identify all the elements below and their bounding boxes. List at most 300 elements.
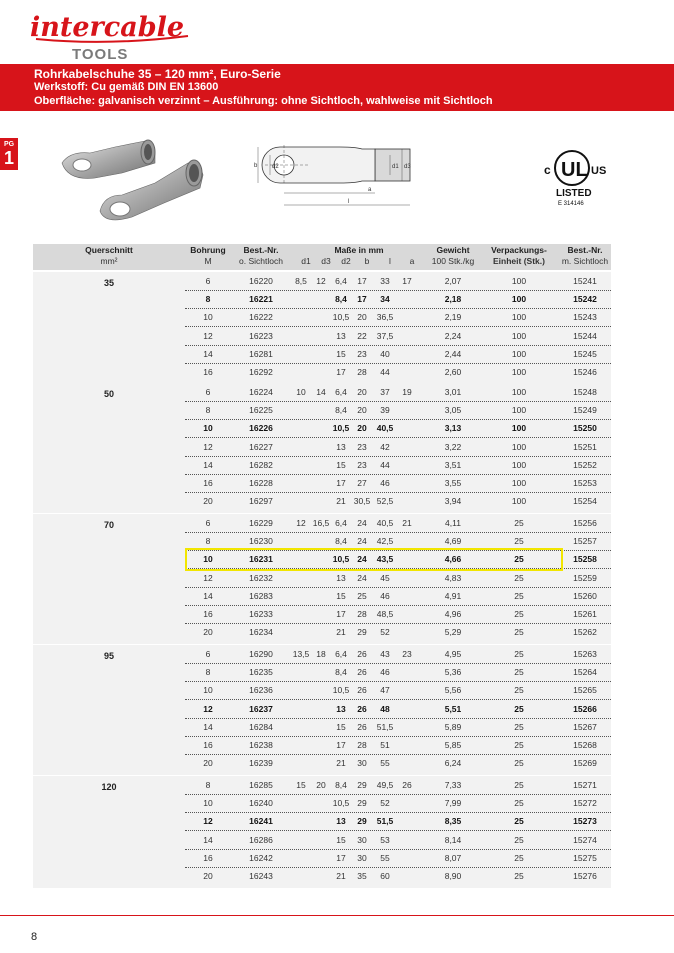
cell-l: 42 [380, 441, 390, 452]
cell-l: 45 [380, 572, 390, 583]
cell-nr: 16282 [249, 459, 273, 470]
cell-ve: 100 [511, 294, 527, 305]
cell-nr: 16227 [249, 441, 273, 452]
cell-d2: 15 [336, 348, 346, 359]
cell-d2: 8,4 [335, 667, 347, 678]
cell-nr: 16236 [249, 685, 273, 696]
cross-section-value: 35 [103, 278, 114, 288]
cell-d2: 6,4 [335, 518, 347, 528]
cell-b: 26 [357, 649, 367, 659]
cell-nr: 16223 [249, 330, 273, 341]
banner-title: Rohrkabelschuhe 35 – 120 mm², Euro-Serie [34, 67, 281, 81]
cell-kg: 4,91 [444, 590, 462, 601]
cell-ve: 100 [511, 459, 527, 470]
cell-m: 16 [203, 852, 213, 863]
cell-d1: 10 [296, 387, 306, 397]
cell-ve: 25 [514, 649, 524, 659]
dim-b: b [254, 163, 258, 169]
cell-m: 14 [203, 459, 213, 470]
cell-nr2: 15262 [573, 627, 597, 638]
cell-d1: 12 [296, 518, 306, 528]
cell-kg: 3,22 [444, 441, 462, 452]
cell-m: 6 [205, 387, 211, 397]
cell-nr: 16230 [249, 536, 273, 547]
cell-d2: 15 [336, 721, 346, 732]
cell-d2: 13 [336, 330, 346, 341]
cross-section-group-50 [33, 383, 611, 513]
cell-l: 46 [380, 478, 390, 488]
cell-nr2: 15264 [573, 667, 597, 678]
cell-d3: 20 [316, 780, 326, 790]
cell-ve: 25 [514, 518, 524, 528]
cell-ve: 100 [511, 348, 527, 359]
cell-m: 12 [203, 703, 213, 714]
cell-kg: 8,07 [444, 852, 462, 863]
footer-rule [0, 915, 674, 916]
cross-section-group-35 [33, 272, 611, 384]
cell-d2: 15 [336, 459, 346, 470]
cell-nr2: 15274 [573, 834, 597, 845]
product-group-tab [0, 138, 18, 170]
cell-l: 37,5 [376, 330, 394, 341]
table-row [185, 776, 611, 795]
cell-d2: 17 [336, 852, 346, 863]
cell-kg: 8,90 [444, 871, 462, 881]
cell-nr: 16234 [249, 627, 273, 638]
cell-nr2: 15251 [573, 441, 597, 452]
cell-d2: 13 [336, 441, 346, 452]
banner-surface: Oberfläche: galvanisch verzinnt – Ausführung: ohne Sichtloch, wahlweise mit Sichtloch [34, 95, 493, 107]
cell-nr: 16224 [249, 387, 273, 397]
cell-kg: 2,24 [444, 330, 462, 341]
cell-d2: 6,4 [335, 387, 347, 397]
cell-m: 8 [205, 780, 211, 790]
cell-b: 26 [357, 703, 367, 714]
cell-nr2: 15256 [573, 518, 597, 528]
cell-nr: 16226 [249, 423, 273, 434]
cell-nr2: 15259 [573, 572, 597, 583]
cell-kg: 3,55 [444, 478, 462, 488]
cell-nr: 16292 [249, 367, 273, 377]
dim-l: l [348, 199, 350, 205]
cell-m: 10 [203, 685, 213, 696]
intercable-logo [28, 6, 198, 64]
table-row [185, 754, 611, 772]
cell-nr: 16237 [249, 703, 273, 714]
cell-m: 6 [205, 518, 211, 528]
cell-b: 20 [357, 405, 367, 416]
cell-l: 51,5 [376, 721, 394, 732]
cell-d2: 6,4 [335, 649, 347, 659]
cell-nr: 16238 [249, 740, 273, 750]
cell-kg: 3,51 [444, 459, 462, 470]
cell-l: 48 [380, 703, 390, 714]
cell-kg: 7,99 [444, 798, 462, 809]
logo-tools: TOOLS [72, 46, 129, 63]
cell-nr2: 15257 [573, 536, 597, 547]
table-row [185, 623, 611, 641]
highlight-frame [185, 548, 563, 570]
cell-d1: 15 [296, 780, 306, 790]
cell-m: 8 [205, 405, 211, 416]
cell-m: 16 [203, 478, 213, 488]
cell-l: 52 [380, 798, 390, 809]
technical-drawing [250, 135, 430, 225]
cell-nr2: 15249 [573, 405, 597, 416]
cell-nr2: 15242 [573, 294, 597, 305]
cell-nr2: 15260 [573, 590, 597, 601]
cell-m: 16 [203, 740, 213, 750]
table-row [185, 849, 611, 868]
cell-kg: 4,96 [444, 609, 462, 619]
cross-section-group-70 [33, 514, 611, 644]
cell-nr: 16232 [249, 572, 273, 583]
cell-m: 6 [205, 649, 211, 659]
cell-kg: 4,69 [444, 536, 462, 547]
cell-m: 8 [205, 294, 211, 305]
cell-nr2: 15261 [573, 609, 597, 619]
cell-b: 30,5 [353, 496, 371, 507]
cell-nr2: 15268 [573, 740, 597, 750]
table-row [185, 438, 611, 457]
cell-kg: 8,35 [444, 816, 462, 827]
cell-m: 8 [205, 536, 211, 547]
ul-listed-mark [528, 148, 616, 206]
cell-nr2: 15272 [573, 798, 597, 809]
cell-nr: 16290 [249, 649, 273, 659]
cell-nr: 16229 [249, 518, 273, 528]
cell-kg: 5,29 [444, 627, 462, 638]
cell-nr2: 15258 [573, 554, 597, 565]
cell-kg: 5,56 [444, 685, 462, 696]
cell-b: 29 [357, 780, 367, 790]
cell-nr: 16241 [249, 816, 273, 827]
table-row [185, 867, 611, 885]
cross-section-value: 50 [103, 389, 114, 399]
table-row [185, 794, 611, 813]
cell-nr: 16222 [249, 312, 273, 323]
cell-l: 60 [380, 871, 390, 881]
cell-ve: 25 [514, 609, 524, 619]
pg-label: PG [3, 141, 15, 148]
cell-nr: 16297 [249, 496, 273, 507]
cell-d2: 10,5 [332, 423, 350, 434]
cell-nr2: 15275 [573, 852, 597, 863]
cell-kg: 4,66 [444, 554, 462, 565]
cell-b: 29 [357, 627, 367, 638]
cell-kg: 7,33 [444, 780, 462, 790]
table-row [185, 681, 611, 700]
cell-kg: 2,07 [444, 276, 462, 286]
cell-ve: 25 [514, 758, 524, 769]
cell-a: 21 [402, 518, 412, 528]
cell-nr: 16240 [249, 798, 273, 809]
pg-number: 1 [3, 148, 14, 168]
cell-nr: 16235 [249, 667, 273, 678]
cell-nr2: 15266 [573, 703, 597, 714]
cell-l: 33 [380, 276, 390, 286]
cell-b: 29 [357, 816, 367, 827]
dim-d2: d2 [272, 164, 279, 170]
cell-m: 20 [203, 871, 213, 881]
cell-nr: 16225 [249, 405, 273, 416]
cell-ve: 25 [514, 667, 524, 678]
dim-d1: d1 [392, 164, 399, 170]
cell-nr: 16221 [249, 294, 273, 305]
table-row [185, 272, 611, 291]
cell-m: 10 [203, 312, 213, 323]
cell-l: 53 [380, 834, 390, 845]
cell-d2: 17 [336, 609, 346, 619]
cell-ve: 25 [514, 590, 524, 601]
cell-m: 20 [203, 627, 213, 638]
cell-a: 19 [402, 387, 412, 397]
cell-l: 43 [380, 649, 390, 659]
cell-d2: 8,4 [335, 294, 347, 305]
table-row [185, 645, 611, 664]
cell-d3: 18 [316, 649, 326, 659]
cell-ve: 25 [514, 554, 524, 565]
cell-l: 43,5 [376, 554, 394, 565]
cell-b: 22 [357, 330, 367, 341]
cell-m: 16 [203, 609, 213, 619]
cell-d2: 17 [336, 740, 346, 750]
cell-l: 34 [380, 294, 390, 305]
logo-graphic [28, 6, 198, 64]
cell-b: 29 [357, 798, 367, 809]
col-bestnr: Best.-Nr. o. Sichtloch [239, 245, 283, 266]
cell-m: 10 [203, 798, 213, 809]
cell-b: 23 [357, 441, 367, 452]
cell-l: 44 [380, 367, 390, 377]
cell-kg: 4,95 [444, 649, 462, 659]
cell-ve: 25 [514, 798, 524, 809]
table-row [185, 419, 611, 438]
cell-a: 17 [402, 276, 412, 286]
cell-d2: 8,4 [335, 405, 347, 416]
cell-kg: 2,44 [444, 348, 462, 359]
cell-b: 24 [357, 572, 367, 583]
cell-m: 20 [203, 758, 213, 769]
cell-d2: 8,4 [335, 536, 347, 547]
cell-d2: 15 [336, 590, 346, 601]
cell-b: 17 [357, 294, 367, 305]
cell-ve: 100 [511, 405, 527, 416]
cell-nr: 16243 [249, 871, 273, 881]
dim-a: a [368, 187, 372, 193]
cell-ve: 25 [514, 721, 524, 732]
cell-nr: 16286 [249, 834, 273, 845]
cell-d2: 13 [336, 816, 346, 827]
cell-l: 52 [380, 627, 390, 638]
cell-nr: 16231 [249, 554, 273, 565]
cell-d3: 14 [316, 387, 326, 397]
ul-code: E 314146 [558, 201, 584, 206]
cell-m: 16 [203, 367, 213, 377]
cell-ve: 100 [511, 478, 527, 488]
cell-kg: 3,94 [444, 496, 462, 507]
cell-l: 55 [380, 758, 390, 769]
cell-d2: 21 [336, 627, 346, 638]
cell-m: 6 [205, 276, 211, 286]
table-row [185, 569, 611, 588]
cell-d2: 13 [336, 572, 346, 583]
cell-l: 52,5 [376, 496, 394, 507]
cell-m: 12 [203, 330, 213, 341]
cell-nr2: 15244 [573, 330, 597, 341]
cell-l: 49,5 [376, 780, 394, 790]
cell-m: 12 [203, 816, 213, 827]
table-row [185, 718, 611, 737]
cell-d2: 10,5 [332, 312, 350, 323]
cell-l: 39 [380, 405, 390, 416]
cell-l: 40,5 [376, 518, 394, 528]
cell-a: 26 [402, 780, 412, 790]
cell-d2: 6,4 [335, 276, 347, 286]
cell-l: 44 [380, 459, 390, 470]
cell-m: 12 [203, 572, 213, 583]
cell-kg: 2,19 [444, 312, 462, 323]
cell-nr2: 15254 [573, 496, 597, 507]
dim-d3: d3 [404, 164, 411, 170]
cell-kg: 4,11 [445, 518, 461, 528]
cell-b: 30 [357, 852, 367, 863]
ul-us: US [591, 165, 607, 177]
cell-ve: 25 [514, 536, 524, 547]
table-row [185, 492, 611, 510]
cell-b: 28 [357, 740, 367, 750]
cell-d2: 15 [336, 834, 346, 845]
col-bestnr-sichtloch: Best.-Nr. m. Sichtloch [561, 245, 609, 266]
table-row [185, 474, 611, 493]
cell-m: 14 [203, 348, 213, 359]
cell-b: 26 [357, 667, 367, 678]
cell-ve: 100 [511, 312, 527, 323]
table-row [185, 587, 611, 606]
cell-b: 20 [357, 387, 367, 397]
cross-section-group-120 [33, 776, 611, 888]
cell-nr: 16242 [249, 852, 273, 863]
cell-l: 40 [380, 348, 390, 359]
cell-nr: 16283 [249, 590, 273, 601]
cell-nr: 16228 [249, 478, 273, 488]
cell-kg: 8,14 [444, 834, 462, 845]
table-header [33, 244, 611, 270]
table-row [185, 383, 611, 402]
cell-kg: 4,83 [444, 572, 462, 583]
table-row [185, 514, 611, 533]
cell-m: 14 [203, 834, 213, 845]
cell-ve: 100 [511, 330, 527, 341]
cell-b: 23 [357, 459, 367, 470]
cell-m: 10 [203, 554, 213, 565]
cell-nr: 16220 [249, 276, 273, 286]
cell-nr: 16233 [249, 609, 273, 619]
cell-ve: 25 [514, 685, 524, 696]
cell-kg: 5,51 [444, 703, 462, 714]
cell-d1: 13,5 [292, 649, 310, 659]
cell-kg: 5,89 [444, 721, 462, 732]
page-number: 8 [31, 931, 38, 943]
cell-b: 25 [357, 590, 367, 601]
cell-ve: 25 [514, 780, 524, 790]
table-row [185, 700, 611, 719]
banner-material: Werkstoff: Cu gemäß DIN EN 13600 [34, 81, 219, 93]
cell-l: 46 [380, 667, 390, 678]
cell-ve: 100 [511, 387, 527, 397]
cell-d3: 12 [316, 276, 326, 286]
cell-d2: 17 [336, 478, 346, 488]
cell-nr2: 15243 [573, 312, 597, 323]
cell-ve: 25 [514, 740, 524, 750]
cell-ve: 100 [511, 276, 527, 286]
cell-nr2: 15276 [573, 871, 597, 881]
table-row [185, 831, 611, 850]
cell-ve: 25 [514, 871, 524, 881]
cell-nr: 16284 [249, 721, 273, 732]
cell-l: 47 [380, 685, 390, 696]
cell-ve: 25 [514, 852, 524, 863]
cell-l: 42,5 [376, 536, 394, 547]
cell-l: 48,5 [376, 609, 394, 619]
cell-kg: 6,24 [444, 758, 462, 769]
table-row [185, 345, 611, 364]
ul-listed: LISTED [556, 188, 592, 199]
cross-section-group-95 [33, 645, 611, 775]
cell-nr2: 15248 [573, 387, 597, 397]
cell-l: 36,5 [376, 312, 394, 323]
logo-script: intercable [30, 12, 185, 43]
cell-d2: 21 [336, 758, 346, 769]
cable-lug-photo [60, 133, 215, 228]
cell-nr2: 15246 [573, 367, 597, 377]
cell-kg: 3,01 [444, 387, 462, 397]
cell-kg: 2,18 [444, 294, 462, 305]
cell-l: 51,5 [376, 816, 394, 827]
cell-b: 23 [357, 348, 367, 359]
cell-ve: 100 [511, 496, 527, 507]
cell-d2: 21 [336, 871, 346, 881]
cell-b: 27 [357, 478, 367, 488]
cell-l: 51 [380, 740, 390, 750]
cell-m: 14 [203, 721, 213, 732]
table-row [185, 363, 611, 381]
cell-a: 23 [402, 649, 412, 659]
cell-d2: 10,5 [332, 554, 350, 565]
cell-b: 20 [357, 423, 367, 434]
cell-b: 20 [357, 312, 367, 323]
table-row [185, 327, 611, 346]
cell-l: 40,5 [376, 423, 394, 434]
cell-kg: 2,60 [444, 367, 462, 377]
cell-l: 37 [380, 387, 390, 397]
cell-nr: 16285 [249, 780, 273, 790]
cell-d2: 21 [336, 496, 346, 507]
cell-nr: 16239 [249, 758, 273, 769]
cell-m: 14 [203, 590, 213, 601]
cell-nr: 16281 [249, 348, 273, 359]
col-masse: Maße in mm d1 d3 d2 b l a [301, 245, 415, 266]
cell-nr2: 15265 [573, 685, 597, 696]
cell-b: 28 [357, 609, 367, 619]
cell-nr2: 15267 [573, 721, 597, 732]
table-row [185, 401, 611, 420]
cell-nr2: 15269 [573, 758, 597, 769]
cell-d2: 10,5 [332, 798, 350, 809]
table-row [185, 308, 611, 327]
cell-ve: 25 [514, 816, 524, 827]
cell-kg: 5,36 [444, 667, 462, 678]
